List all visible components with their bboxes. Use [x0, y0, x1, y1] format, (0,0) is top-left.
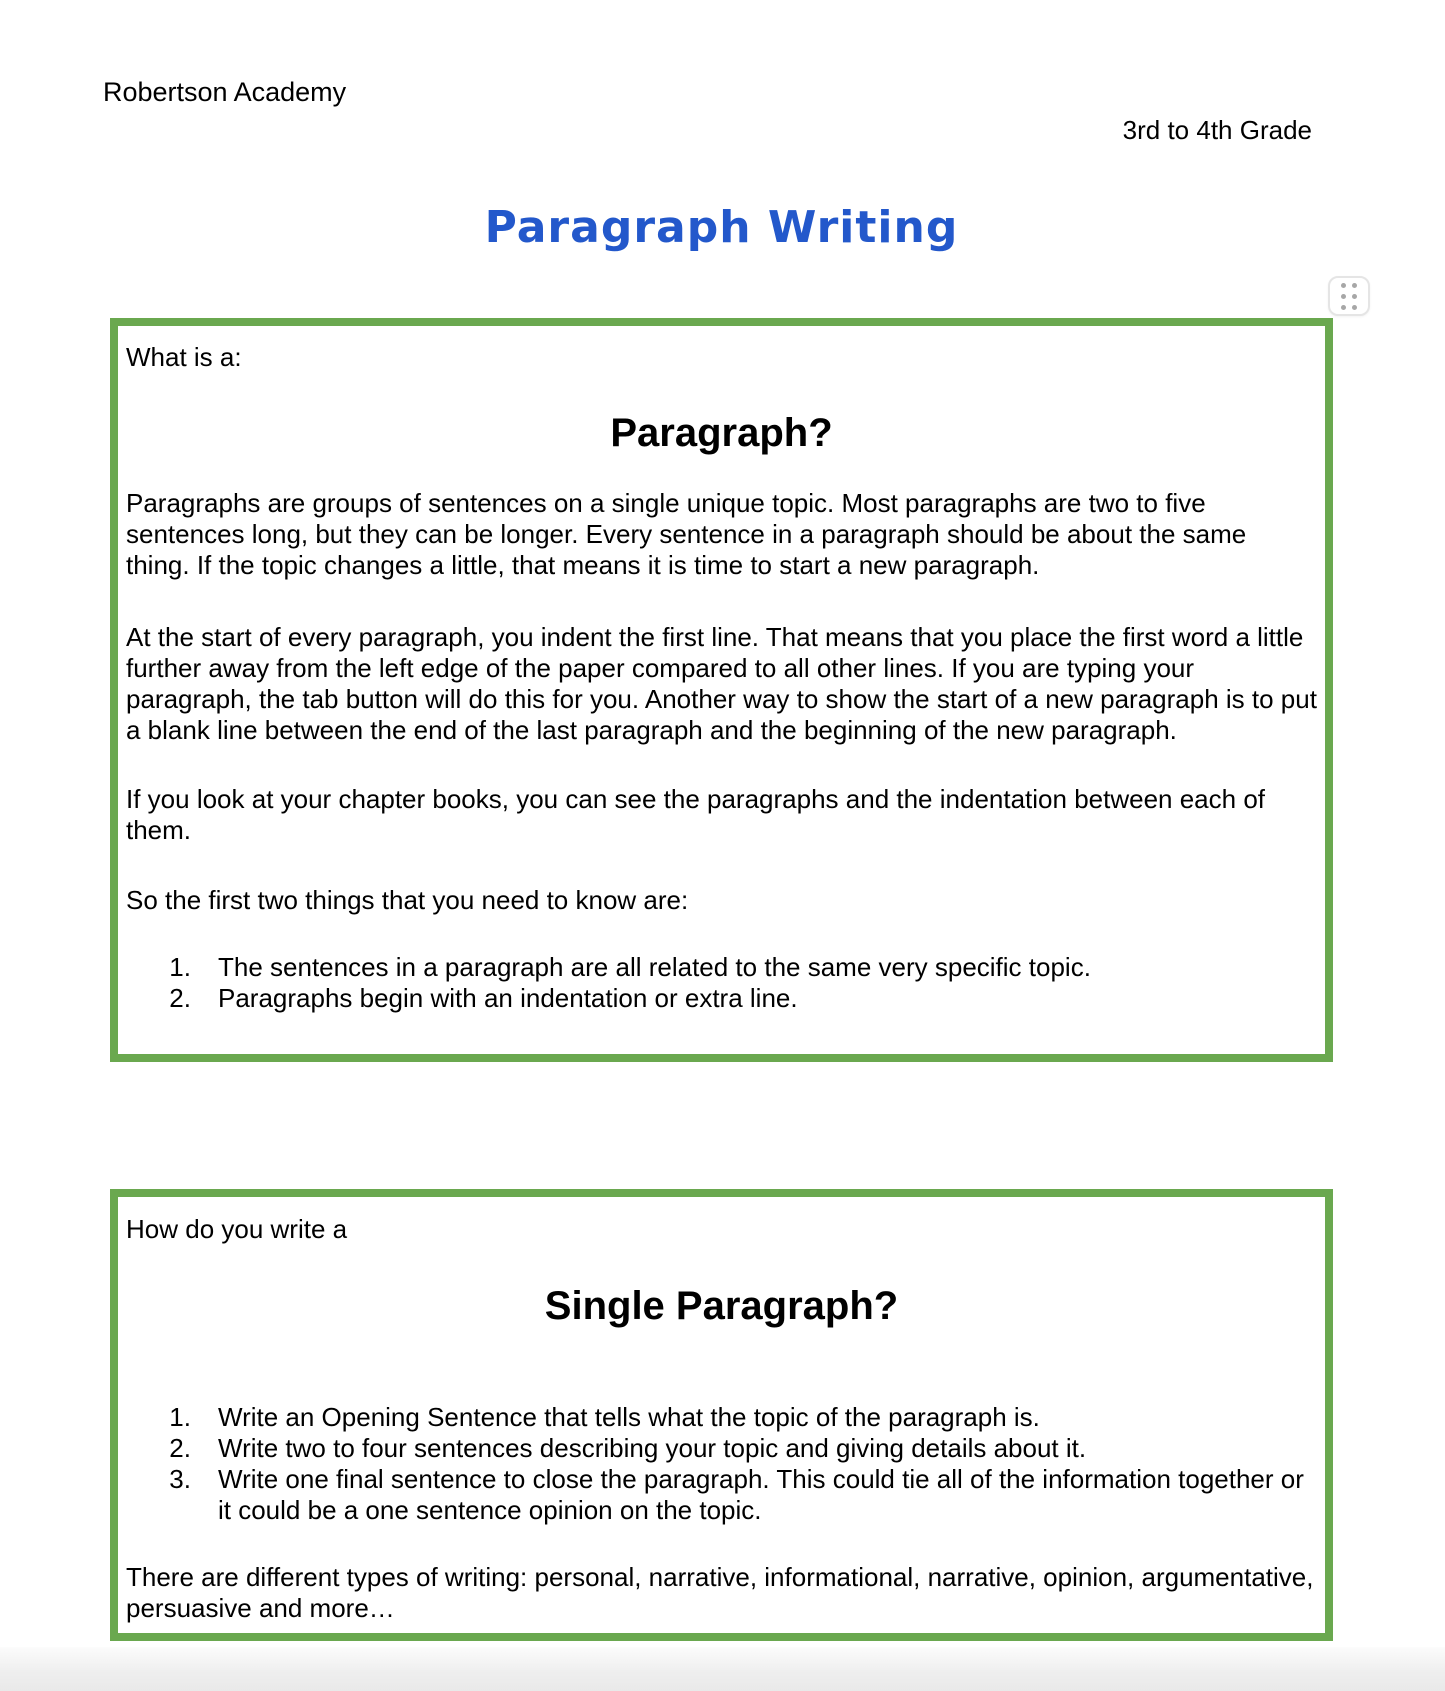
drag-handle-icon[interactable]	[1328, 276, 1370, 316]
list-item-number	[126, 1433, 218, 1464]
drag-handle-dot	[1352, 283, 1357, 288]
paragraph-definition-text: Paragraphs are groups of sentences on a single unique topic. Most paragraphs are two to five sentences long, but they can be longer. Every sentence in a paragraph should be about the same thing. If the topic changes a little, that means it is time to start a new paragraph.	[126, 488, 1247, 580]
types-of-writing-text: There are different types of writing: personal, narrative, informational, narrative, opinion, argumentative, persuasive and more…	[126, 1562, 1314, 1623]
drag-handle-dot	[1341, 305, 1346, 310]
box-heading: Paragraph?	[610, 411, 833, 455]
drag-handle-dot	[1352, 305, 1357, 310]
drag-handle-dot	[1352, 294, 1357, 299]
list-item	[126, 1402, 1317, 1433]
list-item	[126, 1464, 1317, 1526]
what-is-a-paragraph-box	[110, 318, 1333, 1062]
list-item-text: Write two to four sentences describing your topic and giving details about it.	[218, 1433, 1087, 1463]
page-bottom-divider	[0, 1647, 1445, 1691]
list-item-text: Write an Opening Sentence that tells what the topic of the paragraph is.	[218, 1402, 1040, 1432]
list-item	[126, 983, 1317, 1014]
drag-handle-dot	[1341, 283, 1346, 288]
school-name: Robertson Academy	[103, 77, 347, 107]
list-item-number	[126, 1402, 218, 1433]
box-heading: Single Paragraph?	[544, 1284, 899, 1328]
paragraph-chapter-books-text: If you look at your chapter books, you can see the paragraphs and the indentation between each of them.	[126, 784, 1265, 845]
numbered-list	[126, 1402, 1317, 1526]
list-item-number	[126, 983, 218, 1014]
list-item-text: Paragraphs begin with an indentation or extra line.	[218, 983, 798, 1013]
list-item	[126, 952, 1317, 983]
list-item-number	[126, 1464, 218, 1526]
list-item	[126, 1433, 1317, 1464]
grade-level: 3rd to 4th Grade	[1122, 115, 1312, 145]
drag-handle-dot	[1341, 294, 1346, 299]
how-to-write-paragraph-box	[110, 1189, 1333, 1641]
numbered-list	[126, 952, 1317, 1014]
list-item-text: Write one final sentence to close the paragraph. This could tie all of the information together or it could be a one sentence opinion on the topic.	[218, 1464, 1304, 1525]
box-intro-label: How do you write a	[126, 1214, 348, 1244]
paragraph-indent-text: At the start of every paragraph, you indent the first line. That means that you place the first word a little further away from the left edge of the paper compared to all other lines. If you are typing your paragraph, the tab button will do this for you. Another way to show the start of a new paragraph is to put a blank line between the end of the last paragraph and the beginning of the new paragraph.	[126, 622, 1317, 745]
list-lead-in-text: So the first two things that you need to know are:	[126, 885, 689, 915]
box-intro-label: What is a:	[126, 342, 242, 372]
list-item-text: The sentences in a paragraph are all related to the same very specific topic.	[218, 952, 1091, 982]
list-item-number	[126, 952, 218, 983]
page-title: Paragraph Writing	[484, 202, 959, 253]
